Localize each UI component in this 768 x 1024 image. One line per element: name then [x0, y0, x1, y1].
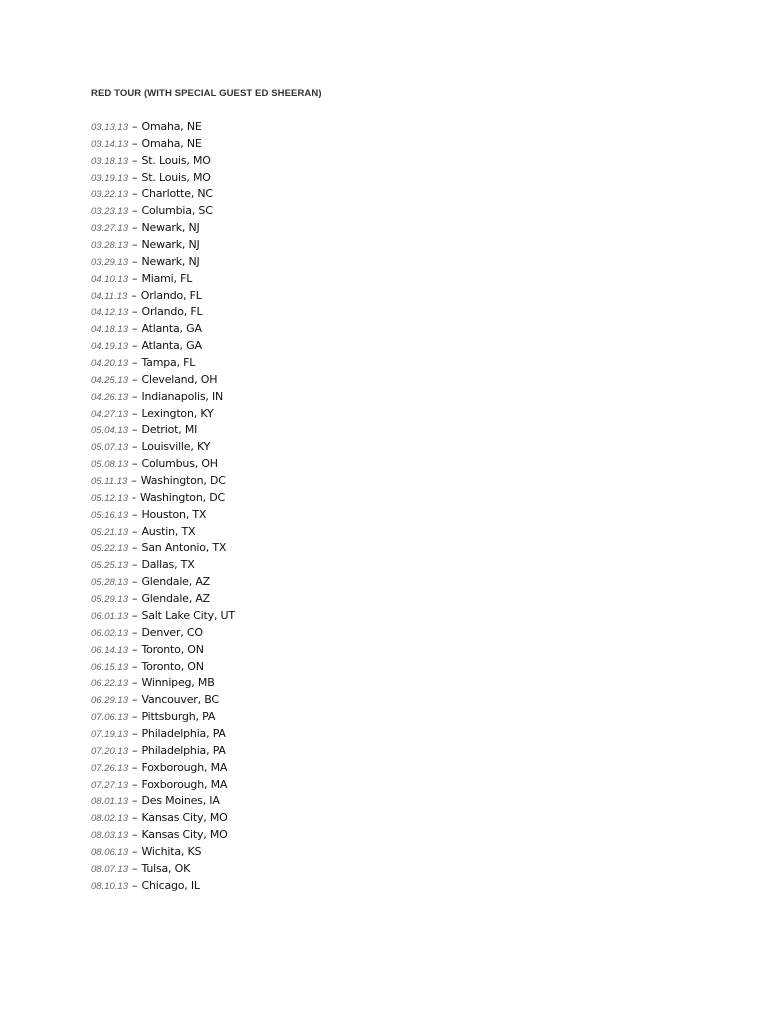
date-separator: – — [131, 170, 138, 184]
tour-city: Charlotte, NC — [141, 187, 213, 201]
list-item — [91, 219, 235, 236]
tour-city: Austin, TX — [141, 524, 196, 538]
tour-date: 04.19.13 — [91, 341, 128, 353]
list-item — [91, 421, 235, 438]
tour-city: Kansas City, MO — [141, 828, 228, 842]
tour-date: 06.15.13 — [91, 661, 128, 673]
tour-city: Vancouver, BC — [141, 693, 219, 707]
list-item — [91, 152, 235, 169]
tour-date: 06.01.13 — [91, 610, 128, 622]
tour-date: 07.26.13 — [91, 762, 128, 774]
tour-date: 03.28.13 — [91, 240, 128, 252]
list-item — [91, 287, 235, 304]
tour-city: Toronto, ON — [141, 642, 204, 656]
tour-city: Omaha, NE — [141, 136, 202, 150]
list-item — [91, 438, 235, 455]
tour-city: Newark, NJ — [141, 238, 200, 252]
tour-date: 03.22.13 — [91, 189, 128, 201]
date-separator: – — [131, 710, 138, 724]
date-separator: – — [131, 288, 137, 302]
tour-city: Dallas, TX — [141, 558, 195, 572]
tour-date: 05.16.13 — [91, 509, 128, 521]
list-item — [91, 725, 235, 742]
date-separator: – — [131, 305, 138, 319]
tour-city: Salt Lake City, UT — [141, 608, 235, 622]
tour-city: Newark, NJ — [141, 254, 200, 268]
tour-date: 05.11.13 — [91, 476, 128, 488]
date-separator: – — [131, 743, 138, 757]
list-item — [91, 860, 235, 877]
tour-date: 05.04.13 — [91, 425, 128, 437]
list-item — [91, 776, 235, 793]
date-separator: – — [131, 592, 138, 606]
tour-city: St. Louis, MO — [141, 170, 211, 184]
date-separator: – — [131, 221, 138, 235]
list-item — [91, 809, 235, 826]
tour-date: 04.25.13 — [91, 374, 128, 386]
tour-date: 03.29.13 — [91, 256, 128, 268]
date-separator: – — [131, 440, 138, 454]
list-item — [91, 539, 235, 556]
date-separator: – — [131, 372, 138, 386]
list-item — [91, 641, 235, 658]
list-item — [91, 742, 235, 759]
tour-date: 05.25.13 — [91, 560, 128, 572]
tour-city: Columbus, OH — [141, 457, 218, 471]
tour-city: Pittsburgh, PA — [141, 710, 216, 724]
tour-city: Indianapolis, IN — [141, 389, 224, 403]
list-item — [91, 708, 235, 725]
tour-date: 05.08.13 — [91, 459, 128, 471]
date-separator: – — [131, 271, 138, 285]
tour-city: Detriot, MI — [141, 423, 198, 437]
tour-date: 07.06.13 — [91, 712, 128, 724]
tour-date: 06.14.13 — [91, 644, 128, 656]
list-item — [91, 303, 235, 320]
tour-date: 04.10.13 — [91, 273, 128, 285]
date-separator: – — [131, 659, 138, 673]
tour-city: St. Louis, MO — [141, 153, 211, 167]
date-separator: – — [131, 322, 138, 336]
tour-date: 06.29.13 — [91, 695, 128, 707]
date-separator: – — [131, 136, 138, 150]
tour-date: 06.22.13 — [91, 678, 128, 690]
tour-city: Atlanta, GA — [141, 322, 202, 336]
tour-city: San Antonio, TX — [141, 541, 227, 555]
date-separator: – — [131, 676, 138, 690]
list-item — [91, 691, 235, 708]
date-separator: – — [131, 423, 138, 437]
list-item — [91, 472, 235, 489]
tour-date: 08.07.13 — [91, 863, 128, 875]
date-separator: – — [131, 204, 138, 218]
tour-date: 03.19.13 — [91, 172, 128, 184]
tour-date: 08.03.13 — [91, 830, 128, 842]
tour-date: 05.21.13 — [91, 526, 128, 538]
tour-city: Orlando, FL — [141, 305, 203, 319]
tour-city: Orlando, FL — [140, 288, 202, 302]
date-separator: – — [131, 187, 138, 201]
tour-date: 07.20.13 — [91, 745, 128, 757]
date-separator: – — [131, 575, 138, 589]
tour-date: 05.28.13 — [91, 577, 128, 589]
tour-date: 05.22.13 — [91, 543, 128, 555]
tour-city: Newark, NJ — [141, 221, 200, 235]
tour-date: 04.12.13 — [91, 307, 128, 319]
date-separator: – — [131, 153, 138, 167]
date-separator: – — [131, 760, 138, 774]
tour-date: 03.13.13 — [91, 122, 128, 133]
tour-date: 03.18.13 — [91, 155, 128, 167]
list-item — [91, 624, 235, 641]
date-separator: – — [131, 524, 138, 538]
tour-date: 06.02.13 — [91, 627, 128, 639]
tour-date: 08.10.13 — [91, 880, 128, 892]
list-item — [91, 590, 235, 607]
tour-city: Glendale, AZ — [141, 592, 211, 606]
list-item — [91, 674, 235, 691]
tour-date: 07.19.13 — [91, 728, 128, 740]
date-separator: – — [131, 608, 138, 622]
tour-dates-list — [91, 118, 235, 894]
date-separator: – — [131, 406, 138, 420]
list-item — [91, 354, 235, 371]
tour-date: 04.11.13 — [91, 290, 128, 302]
date-separator: – — [131, 389, 138, 403]
list-item — [91, 792, 235, 809]
list-item — [91, 253, 235, 270]
list-item — [91, 573, 235, 590]
list-item — [91, 405, 235, 422]
tour-date: 05.07.13 — [91, 442, 128, 454]
list-item — [91, 202, 235, 219]
date-separator: – — [131, 474, 137, 488]
tour-city: Denver, CO — [141, 625, 203, 639]
tour-city: Omaha, NE — [141, 120, 202, 133]
list-item — [91, 826, 235, 843]
tour-city: Des Moines, IA — [141, 794, 220, 808]
tour-city: Cleveland, OH — [141, 372, 218, 386]
list-item — [91, 388, 235, 405]
tour-city: Lexington, KY — [141, 406, 214, 420]
list-item — [91, 556, 235, 573]
tour-city: Tampa, FL — [141, 356, 196, 370]
tour-city: Philadelphia, PA — [141, 726, 226, 740]
tour-city: Glendale, AZ — [141, 575, 211, 589]
date-separator: – — [131, 828, 138, 842]
tour-city: Winnipeg, MB — [141, 676, 215, 690]
list-item — [91, 877, 235, 894]
date-separator: – — [131, 726, 138, 740]
date-separator: – — [131, 238, 138, 252]
date-separator: – — [131, 693, 138, 707]
date-separator: – — [131, 356, 138, 370]
list-item — [91, 506, 235, 523]
tour-date: 03.27.13 — [91, 223, 128, 235]
date-separator: – — [131, 777, 138, 791]
date-separator: – — [131, 558, 138, 572]
list-item — [91, 169, 235, 186]
list-item — [91, 759, 235, 776]
tour-city: Houston, TX — [141, 507, 207, 521]
tour-date: 05.29.13 — [91, 594, 128, 606]
date-separator: – — [131, 878, 138, 892]
date-separator: – — [131, 507, 138, 521]
tour-city: Washington, DC — [139, 490, 225, 504]
list-item — [91, 489, 235, 506]
tour-date: 04.20.13 — [91, 358, 128, 370]
list-item — [91, 236, 235, 253]
tour-city: Louisville, KY — [141, 440, 211, 454]
date-separator: – — [131, 120, 138, 133]
tour-date: 04.27.13 — [91, 408, 128, 420]
date-separator: – — [131, 794, 138, 808]
tour-city: Atlanta, GA — [141, 339, 202, 353]
tour-date: 08.06.13 — [91, 846, 128, 858]
list-item — [91, 185, 235, 202]
tour-date: 05.12.13 — [91, 492, 128, 504]
tour-city: Kansas City, MO — [141, 811, 228, 825]
tour-city: Wichita, KS — [141, 844, 202, 858]
tour-city: Philadelphia, PA — [141, 743, 226, 757]
tour-city: Foxborough, MA — [141, 760, 228, 774]
date-separator: – — [131, 642, 138, 656]
list-item — [91, 337, 235, 354]
date-separator: - — [131, 490, 136, 504]
tour-city: Toronto, ON — [141, 659, 204, 673]
list-item — [91, 371, 235, 388]
list-item — [91, 523, 235, 540]
date-separator: – — [131, 811, 138, 825]
date-separator: – — [131, 254, 138, 268]
tour-date: 07.27.13 — [91, 779, 128, 791]
date-separator: – — [131, 457, 138, 471]
tour-date: 03.14.13 — [91, 138, 128, 150]
list-item — [91, 607, 235, 624]
date-separator: – — [131, 339, 138, 353]
list-item — [91, 270, 235, 287]
tour-date: 04.18.13 — [91, 324, 128, 336]
tour-city: Washington, DC — [140, 474, 226, 488]
document-title: RED TOUR (WITH SPECIAL GUEST ED SHEERAN) — [91, 88, 322, 99]
tour-date: 03.23.13 — [91, 206, 128, 218]
date-separator: – — [131, 861, 138, 875]
list-item — [91, 320, 235, 337]
tour-city: Foxborough, MA — [141, 777, 228, 791]
tour-city: Miami, FL — [141, 271, 193, 285]
date-separator: – — [131, 541, 138, 555]
list-item — [91, 658, 235, 675]
tour-city: Tulsa, OK — [141, 861, 191, 875]
list-item — [91, 843, 235, 860]
list-item — [91, 455, 235, 472]
tour-date: 08.02.13 — [91, 813, 128, 825]
tour-date: 04.26.13 — [91, 391, 128, 403]
tour-date: 08.01.13 — [91, 796, 128, 808]
tour-city: Columbia, SC — [141, 204, 213, 218]
list-item — [91, 135, 235, 152]
date-separator: – — [131, 625, 138, 639]
date-separator: – — [131, 844, 138, 858]
list-item — [91, 118, 235, 135]
tour-city: Chicago, IL — [141, 878, 200, 892]
